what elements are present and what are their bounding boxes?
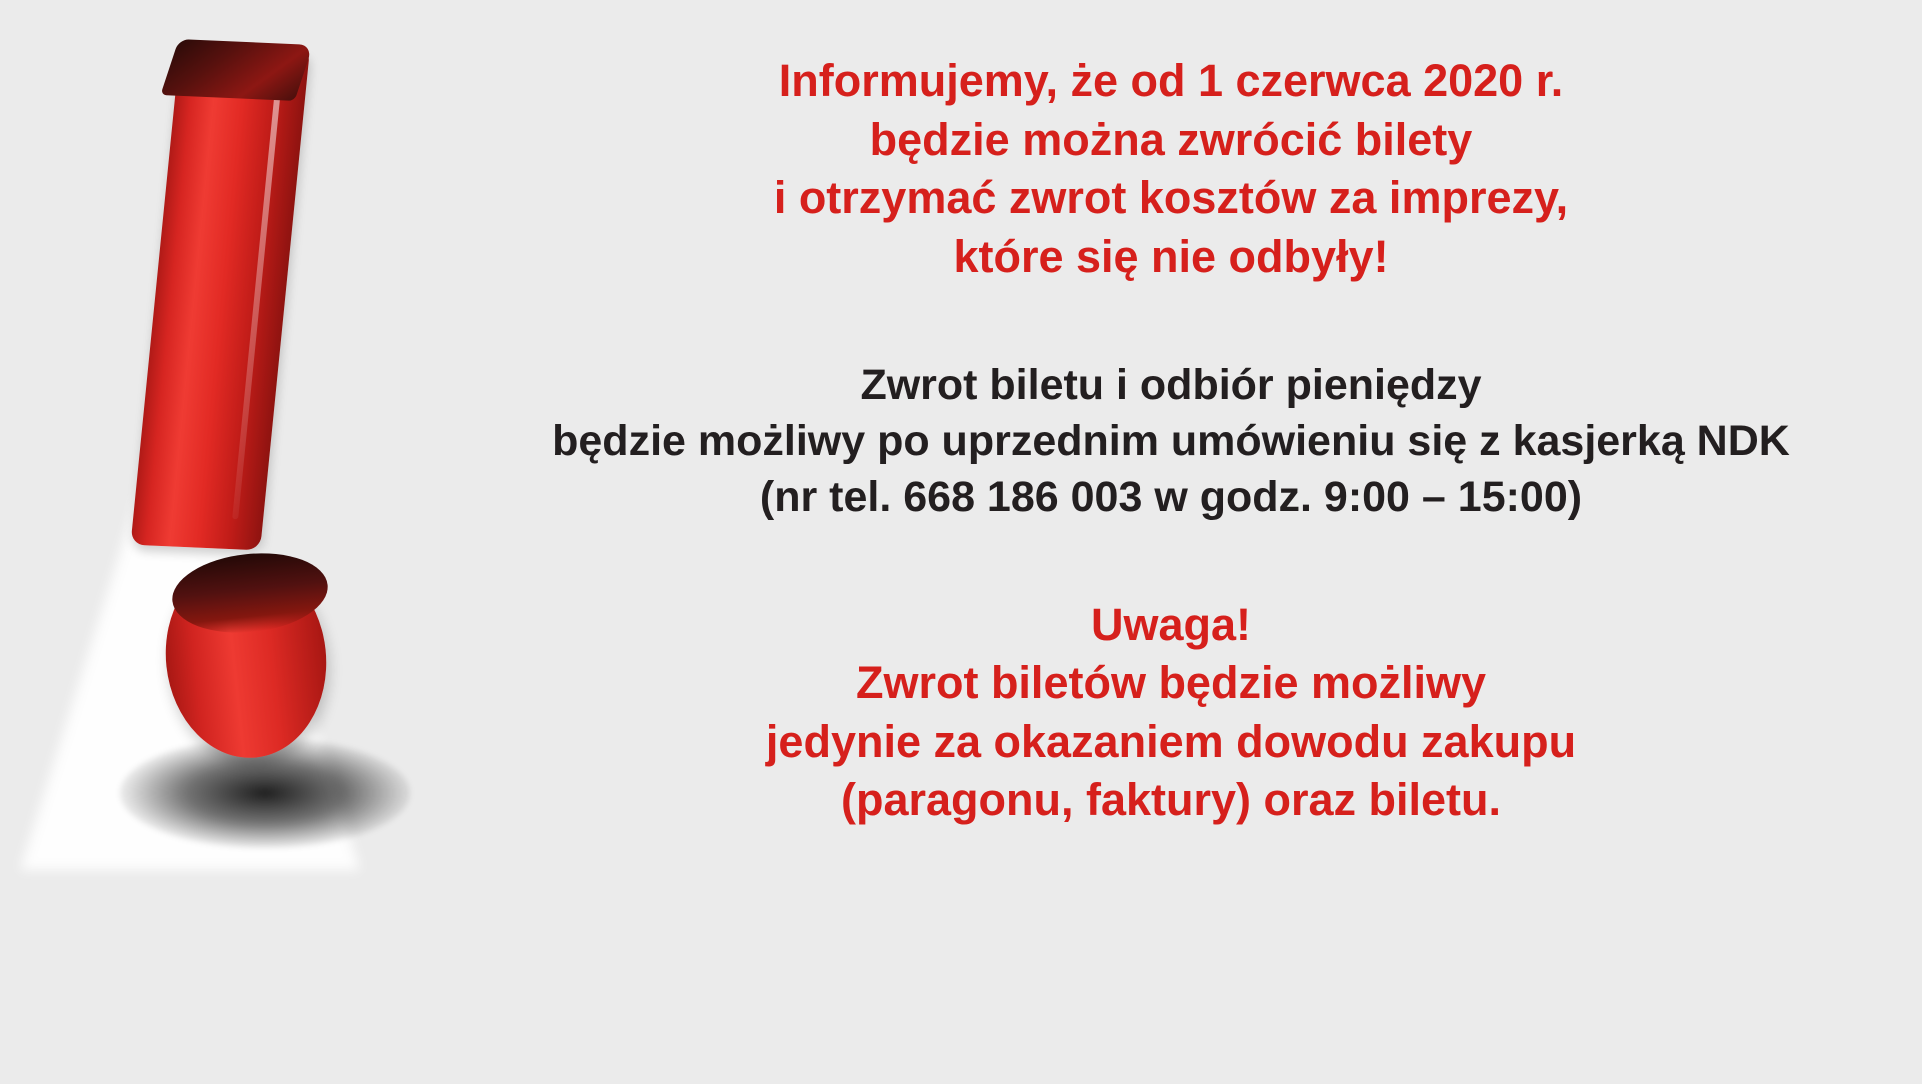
announcement-line-3: i otrzymać zwrot kosztów za imprezy, <box>773 172 1569 223</box>
poster-text <box>470 0 1922 1084</box>
exclamation-bar-top-face <box>160 39 313 101</box>
procedure-block <box>490 358 1852 526</box>
announcement-line-2: będzie można zwrócić bilety <box>869 113 1473 165</box>
announcement-block <box>490 52 1852 286</box>
warning-line-4: (paragonu, faktury) oraz biletu. <box>840 774 1502 826</box>
exclamation-mark-illustration <box>0 0 470 1084</box>
exclamation-mark-icon <box>160 38 390 1038</box>
announcement-line-4: które się nie odbyły! <box>953 230 1389 282</box>
procedure-line-3: (nr tel. 668 186 003 w godz. 9:00 – 15:00) <box>759 472 1583 521</box>
warning-line-2: Zwrot biletów będzie możliwy <box>855 657 1487 709</box>
warning-line-3: jedynie za okazaniem dowodu zakupu <box>765 715 1577 767</box>
warning-line-1: Uwaga! <box>1090 598 1252 650</box>
procedure-line-2: będzie możliwy po uprzednim umówieniu się z kasjerką NDK <box>552 416 1790 465</box>
exclamation-bar <box>130 45 309 550</box>
announcement-line-1: Informujemy, że od 1 czerwca 2020 r. <box>778 55 1564 106</box>
warning-block <box>490 596 1852 830</box>
procedure-line-1: Zwrot biletu i odbiór pieniędzy <box>860 361 1482 409</box>
